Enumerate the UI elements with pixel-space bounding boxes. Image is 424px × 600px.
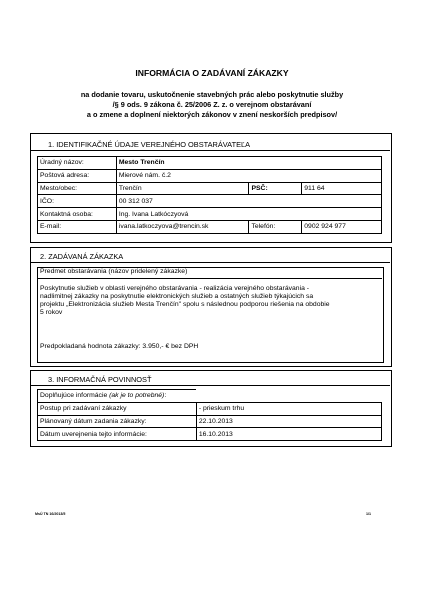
postal-address-value: Mierové nám. č.2: [116, 169, 381, 182]
section-3-divider: [30, 385, 390, 386]
table-row: [38, 195, 382, 208]
row-label: Kontaktná osoba:: [38, 208, 117, 221]
description-line-2: nadlimitnej zákazky na poskytnutie elektronických služieb a ostatných služieb týkajúcich sa: [40, 293, 314, 300]
ico-value: 00 312 037: [116, 195, 381, 208]
subject-header: Predmet obstarávania (názov pridelený zákazke): [40, 268, 188, 275]
note-cell: [38, 390, 197, 403]
table-row: [38, 415, 382, 428]
row-label: Plánovaný dátum zadania zákazky:: [38, 415, 197, 428]
row-label: E-mail:: [38, 220, 117, 233]
footer-page-number: 1/1: [366, 512, 371, 516]
document-title: INFORMÁCIA O ZADÁVANÍ ZÁKAZKY: [135, 68, 289, 78]
table-row: [38, 208, 382, 221]
note-tail: :: [164, 392, 167, 400]
row-label: IČO:: [38, 195, 117, 208]
table-row: [38, 390, 382, 403]
procedure-value: - prieskum trhu: [196, 402, 381, 415]
description-line-4: 5 rokov: [40, 309, 63, 316]
information-duty-table: [37, 389, 382, 441]
phone-value: 0902 924 977: [302, 220, 382, 233]
table-row: [38, 220, 382, 233]
table-row: [38, 169, 382, 182]
city-value: Trenčín: [116, 182, 249, 195]
footer-reference: MsÚ TN 16/2013/5: [35, 512, 66, 516]
email-value[interactable]: ivana.latkoczyova@trencin.sk: [116, 220, 249, 233]
section-1-heading: 1. IDENTIFIKAČNÉ ÚDAJE VEREJNÉHO OBSTARÁVATEĽA: [48, 140, 251, 149]
planned-date-value: 22.10.2013: [196, 415, 381, 428]
note-text: Doplňujúce informácie: [40, 392, 110, 400]
note-italic: (ak je to potrebné): [109, 392, 165, 400]
section-1-divider: [30, 150, 390, 151]
subtitle-line-2: /§ 9 ods. 9 zákona č. 25/2006 Z. z. o verejnom obstarávaní: [112, 100, 312, 109]
description-line-3: projektu „Elektronizácia služieb Mesta Trenčín" spolu s následnou podporou riešenia na obdobie: [40, 301, 330, 308]
postal-code-value: 911 64: [302, 182, 382, 195]
row-label: Mesto/obec:: [38, 182, 117, 195]
table-row: [38, 428, 382, 441]
subtitle-line-1: na dodanie tovaru, uskutočnenie stavebných prác alebo poskytnutie služby: [80, 90, 344, 99]
subtitle-line-3: a o zmene a doplnení niektorých zákonov v znení neskorších predpisov/: [86, 110, 338, 119]
row-label: Úradný názov:: [38, 157, 117, 170]
table-row: [38, 157, 382, 170]
phone-label: Telefón:: [249, 220, 302, 233]
section-3-heading: 3. INFORMAČNÁ POVINNOSŤ: [48, 375, 152, 384]
subject-divider: [37, 278, 382, 279]
contracting-authority-table: [37, 156, 382, 234]
publication-date-value: 16.10.2013: [196, 428, 381, 441]
table-row: [38, 402, 382, 415]
official-name-value: Mesto Trenčín: [116, 157, 381, 170]
row-label: Dátum uverejnenia tejto informácie:: [38, 428, 197, 441]
section-2-divider: [30, 262, 390, 263]
description-line-1: Poskytnutie služieb v oblasti verejného obstarávania - realizácia verejného obstarávania -: [40, 285, 310, 292]
section-2-heading: 2. ZADÁVANÁ ZÁKAZKA: [40, 252, 124, 261]
table-row: [38, 182, 382, 195]
note-empty: [196, 390, 381, 403]
row-label: Poštová adresa:: [38, 169, 117, 182]
postal-code-label: PSČ:: [249, 182, 302, 195]
estimated-value: Predpokladaná hodnota zákazky: 3.950,- € bez DPH: [40, 343, 199, 350]
row-label: Postup pri zadávaní zákazky: [38, 402, 197, 415]
contact-person-value: Ing. Ivana Latkóczyová: [116, 208, 381, 221]
